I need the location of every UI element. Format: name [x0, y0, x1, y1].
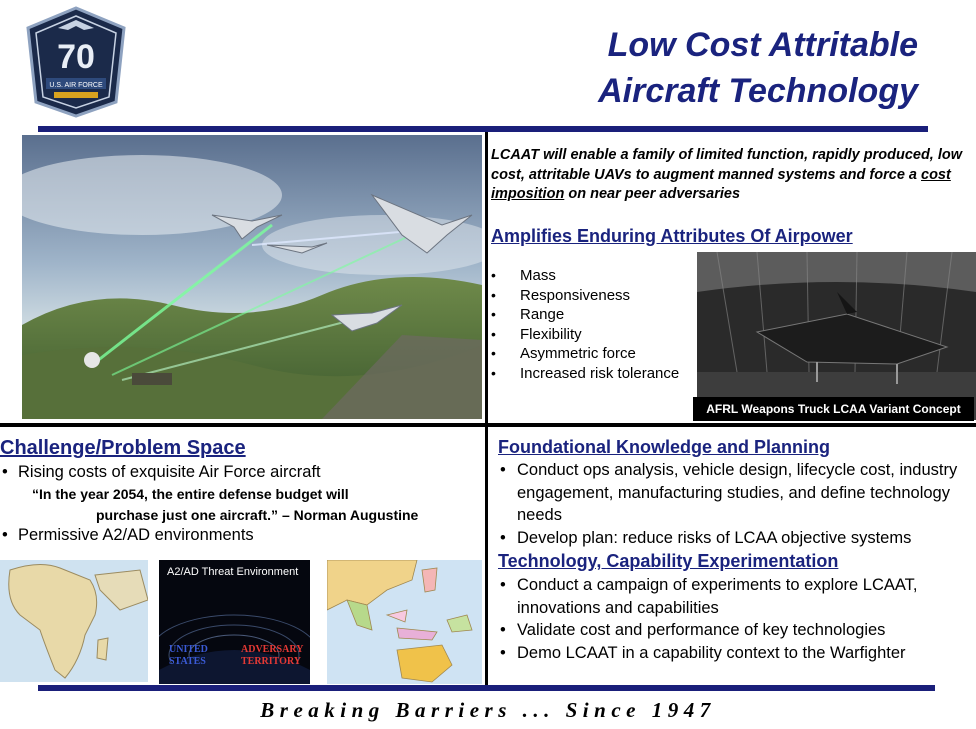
- uav-swarm-illustration: [22, 135, 482, 419]
- us-label-line-1: UNITED: [169, 644, 208, 655]
- threat-adversary-label: [241, 644, 303, 668]
- foundational-list: [498, 459, 976, 549]
- page-title: [598, 22, 918, 114]
- svg-text:U.S. AIR FORCE: U.S. AIR FORCE: [49, 82, 103, 89]
- title-line-1: Low Cost Attritable: [607, 26, 918, 64]
- list-item: • Asymmetric force: [491, 344, 679, 364]
- list-item: • Range: [491, 305, 679, 325]
- list-item: • Responsiveness: [491, 286, 679, 306]
- augustine-quote-line-2: purchase just one aircraft.” – Norman Augustine: [96, 507, 419, 523]
- list-item: • Demo LCAAT in a capability context to the Warfighter: [498, 642, 976, 665]
- challenge-list-2: [0, 525, 254, 546]
- vertical-divider: [485, 132, 488, 685]
- challenge-list: [0, 462, 321, 483]
- us-label-line-2: STATES: [169, 656, 206, 667]
- adv-label-line-2: TERRITORY: [241, 656, 302, 667]
- list-item: • Increased risk tolerance: [491, 364, 679, 384]
- list-item: • Develop plan: reduce risks of LCAA objective systems: [498, 527, 976, 550]
- technology-list: [498, 574, 976, 664]
- attributes-list: [491, 266, 679, 383]
- intro-text: LCAAT will enable a family of limited function, rapidly produced, low cost, attritable UAVs to augment manned systems and force a: [491, 147, 963, 183]
- list-item: • Permissive A2/AD environments: [0, 525, 254, 546]
- challenge-heading: Challenge/Problem Space: [0, 437, 246, 459]
- technology-heading: Technology, Capability Experimentation: [498, 551, 839, 571]
- list-item: • Flexibility: [491, 325, 679, 345]
- asia-pacific-map: [327, 560, 482, 684]
- foundational-heading: Foundational Knowledge and Planning: [498, 437, 830, 457]
- list-item: • Validate cost and performance of key technologies: [498, 619, 976, 642]
- africa-map: [0, 560, 148, 682]
- header-rule: [38, 126, 928, 132]
- intro-underlined: cost imposition: [491, 166, 951, 202]
- intro-text-end: on near peer adversaries: [564, 186, 741, 202]
- horizontal-divider: [0, 423, 976, 427]
- augustine-quote-line-1: “In the year 2054, the entire defense budget will: [32, 486, 349, 502]
- svg-text:70: 70: [57, 38, 95, 76]
- weapons-truck-photo: [697, 252, 976, 420]
- truck-caption: AFRL Weapons Truck LCAA Variant Concept: [693, 397, 974, 421]
- list-item: • Rising costs of exquisite Air Force aircraft: [0, 462, 321, 483]
- air-force-70-logo: [24, 6, 128, 118]
- threat-title: A2/AD Threat Environment: [167, 566, 299, 578]
- amplifies-heading: Amplifies Enduring Attributes Of Airpower: [491, 226, 853, 246]
- list-item: • Mass: [491, 266, 679, 286]
- title-line-2: Aircraft Technology: [598, 72, 918, 110]
- intro-statement: [491, 146, 976, 205]
- footer-tagline: Breaking Barriers ... Since 1947: [260, 698, 716, 722]
- adv-label-line-1: ADVERSARY: [241, 644, 304, 655]
- footer-rule: [38, 685, 935, 691]
- list-item: • Conduct a campaign of experiments to explore LCAAT, innovations and capabilities: [498, 574, 976, 619]
- list-item: • Conduct ops analysis, vehicle design, lifecycle cost, industry engagement, manufacturing studies, and define technology needs: [498, 459, 976, 527]
- a2ad-threat-graphic: [159, 560, 310, 684]
- threat-us-label: [169, 644, 208, 668]
